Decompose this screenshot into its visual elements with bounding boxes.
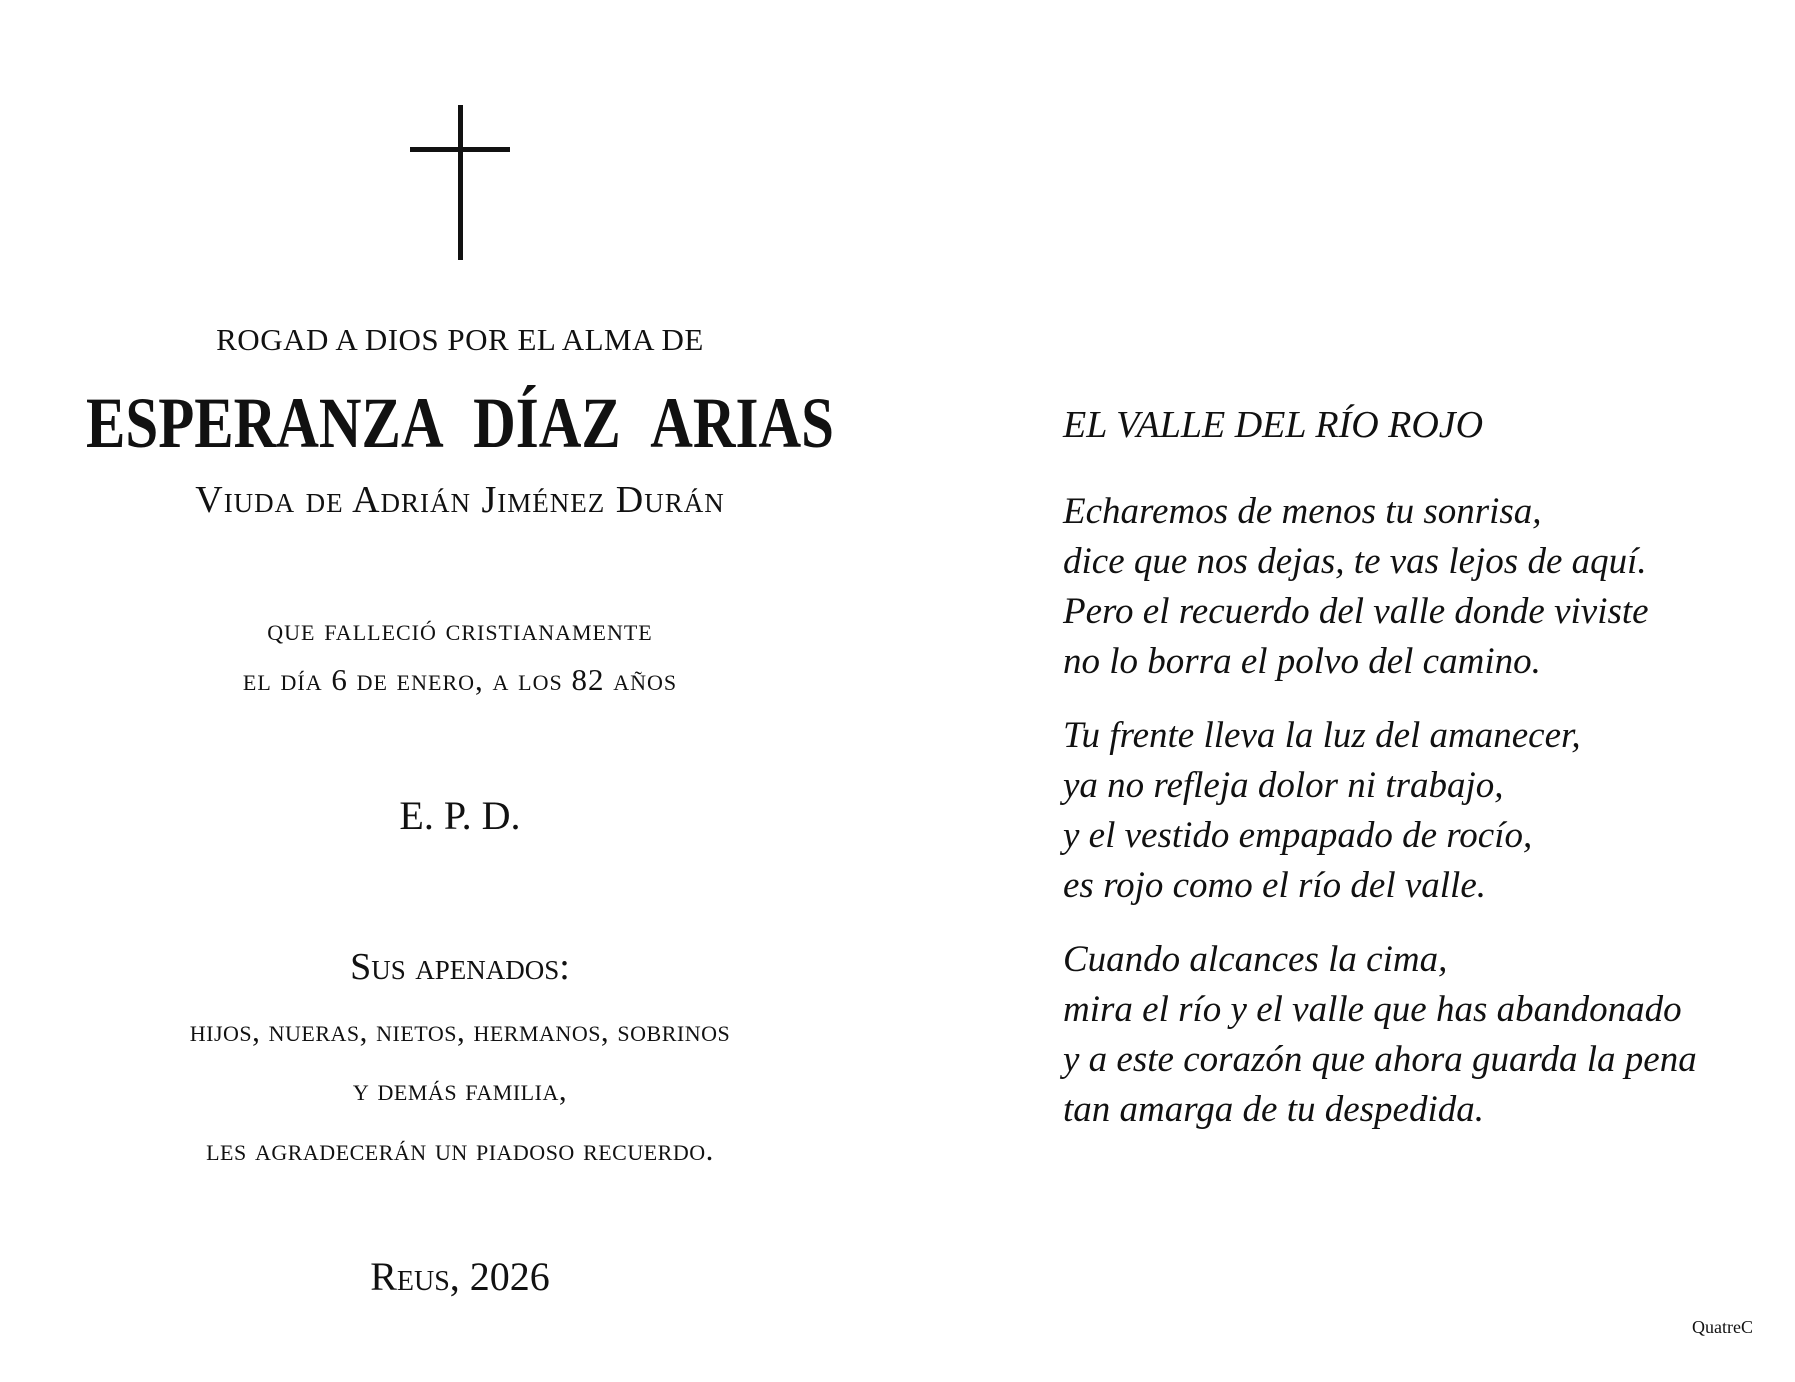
cross-horizontal-bar <box>410 147 510 152</box>
poem-line: Cuando alcances la cima, <box>1063 939 1448 980</box>
poem-line: es rojo como el río del valle. <box>1063 865 1487 906</box>
poem-stanza-1 <box>1063 487 1649 687</box>
printer-credit: QuatreC <box>1692 1317 1753 1337</box>
prayer-heading: ROGAD A DIOS POR EL ALMA DE <box>216 322 704 357</box>
poem-line: ya no refleja dolor ni trabajo, <box>1063 765 1504 806</box>
poem-line: dice que nos dejas, te vas lejos de aquí. <box>1063 541 1647 582</box>
poem-title: EL VALLE DEL RÍO ROJO <box>1063 404 1484 446</box>
poem-line: tan amarga de tu despedida. <box>1063 1089 1485 1130</box>
cross-vertical-bar <box>458 105 463 260</box>
poem-line: Pero el recuerdo del valle donde viviste <box>1063 591 1649 632</box>
place-and-year: Reus, 2026 <box>370 1254 550 1299</box>
poem-line: y a este corazón que ahora guarda la pena <box>1063 1039 1697 1080</box>
death-line-1: que falleció cristianamente <box>267 612 653 647</box>
death-line-2: el día 6 de enero, a los 82 años <box>242 662 678 697</box>
poem-stanza-3 <box>1063 935 1697 1135</box>
deceased-name: ESPERANZA DÍAZ ARIAS <box>85 383 835 463</box>
rest-in-peace: E. P. D. <box>399 793 521 838</box>
family-line-3: les agradecerán un piadoso recuerdo. <box>206 1132 714 1167</box>
poem-line: Tu frente lleva la luz del amanecer, <box>1063 715 1581 756</box>
poem-line: y el vestido empapado de rocío, <box>1063 815 1533 856</box>
poem-line: Echaremos de menos tu sonrisa, <box>1063 491 1542 532</box>
mourners-heading: Sus apenados: <box>350 946 570 988</box>
poem-panel <box>1063 0 1763 1382</box>
family-line-2: y demás familia, <box>352 1072 568 1107</box>
widow-of-line: Viuda de Adrián Jiménez Durán <box>195 479 725 521</box>
poem-line: mira el río y el valle que has abandonado <box>1063 989 1682 1030</box>
poem-stanza-2 <box>1063 711 1581 911</box>
poem-line: no lo borra el polvo del camino. <box>1063 641 1541 682</box>
latin-cross-icon <box>410 105 510 260</box>
family-line-1: hijos, nueras, nietos, hermanos, sobrinos <box>189 1013 731 1048</box>
